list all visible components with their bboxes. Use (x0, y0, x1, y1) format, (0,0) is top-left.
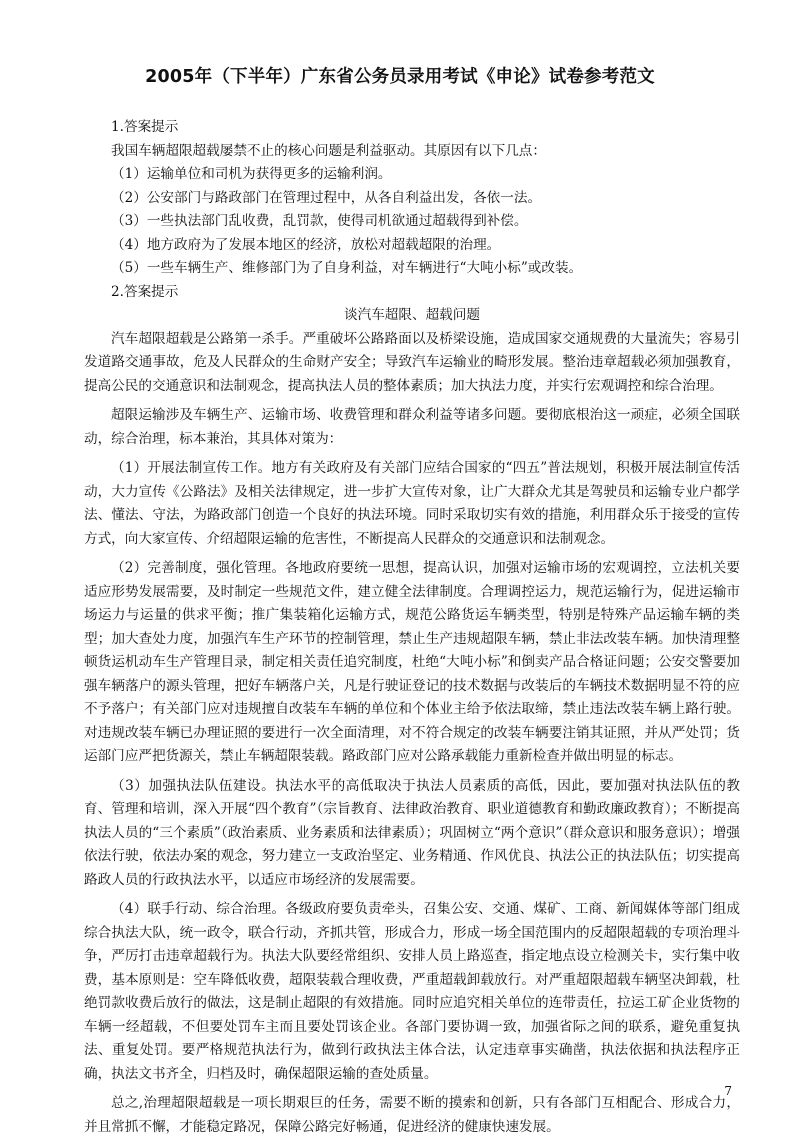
page-number: 7 (724, 1084, 732, 1098)
essay-paragraph: 超限运输涉及车辆生产、运输市场、收费管理和群众利益等诸多问题。要彻底根治这一顽症，必须全国联动，综合治理，标本兼治，其具体对策为： (84, 407, 740, 447)
section1-item: （3）一些执法部门乱收费，乱罚款，使得司机欲通过超载得到补偿。 (111, 213, 528, 229)
section1-heading: 1.答案提示 (111, 119, 179, 135)
essay-conclusion: 总之,治理超限超载是一项长期艰巨的任务，需要不断的摸索和创新，只有各部门互相配合、形成合力，并且常抓不懈，才能稳定路况，保障公路完好畅通，促进经济的健康快速发展。 (84, 1095, 740, 1135)
essay-paragraph: （2）完善制度，强化管理。各地政府要统一思想，提高认识，加强对运输市场的宏观调控，立法机关要适应形势发展需要，及时制定一些规范文件，建立健全法律制度。合理调控运力，规范运输行为，促进运输市场运力与运量的供求平衡；推广集装箱化运输方式，规范公路货运车辆类型，特别是特殊产品运输车辆的类型；加大查处力度，加强汽车生产环节的控制管理，禁止生产违规超限车辆，禁止非法改装车辆。加快清理整顿货运机动车生产管理目录，制定相关责任追究制度，杜绝“大吨小标”和倒卖产品合格证问题；公安交警要加强车辆落户的源头管理，把好车辆落户关，凡是行驶证登记的技术数据与改装后的车辆技术数据明显不符的应不予落户；有关部门应对违规擅自改装车车辆的单位和个体业主给予依法取缔，禁止违法改装车辆上路行驶。对违规改装车辆已办理证照的要进行一次全面清理，对不符合规定的改装车辆要注销其证照，并从严处罚；货运部门应严把货源关，禁止车辆超限装载。路政部门应对公路承载能力重新检查并做出明显的标志。 (84, 560, 740, 764)
section1-intro: 我国车辆超限超载屡禁不止的核心问题是利益驱动。其原因有以下几点： (111, 142, 546, 159)
section1-item: （1）运输单位和司机为获得更多的运输利润。 (111, 166, 392, 182)
essay-paragraph: （4）联手行动、综合治理。各级政府要负责牵头，召集公安、交通、煤矿、工商、新闻媒体等部门组成综合执法大队，统一政令，联合行动，齐抓共管，形成合力，形成一场全国范围内的反超限超载的专项治理斗争，严厉打击违章超载行为。执法大队要经常组织、安排人员上路巡查，指定地点设立检测关卡，实行集中收费，基本原则是：空车降低收费，超限装载合理收费，严重超载卸载放行。对严重超限超载车辆坚决卸载，杜绝罚款收费后放行的做法，这是制止超限的有效措施。同时应追究相关单位的连带责任，拉运工矿企业货物的车辆一经超载，不但要处罚车主而且要处罚该企业。各部门要协调一致，加强省际之间的联系，避免重复执法、重复处罚。要严格规范执法行为，做到行政执法主体合法，认定违章事实确凿，执法依据和执法程序正确，执法文书齐全，归档及时，确保超限运输的查处质量。 (84, 901, 740, 1082)
section1-item: （2）公安部门与路政部门在管理过程中，从各自利益出发，各依一法。 (111, 189, 542, 206)
section2-heading: 2.答案提示 (111, 283, 179, 300)
essay-title: 谈汽车超限、超载问题 (344, 307, 480, 323)
essay-paragraph: （3）加强执法队伍建设。执法水平的高低取决于执法人员素质的高低，因此，要加强对执法队伍的教育、管理和培训，深入开展“四个教育”（宗旨教育、法律政治教育、职业道德教育和勤政廉政教育）；不断提高执法人员的“三个素质”（政治素质、业务素质和法律素质）；巩固树立“两个意识”（群众意识和服务意识）；增强依法行驶，依法办案的观念，努力建立一支政治坚定、业务精通、作风优良、执法公正的执法队伍；切实提高路政人员的行政执法水平，以适应市场经济的发展需要。 (84, 777, 740, 888)
essay-paragraph: （1）开展法制宣传工作。地方有关政府及有关部门应结合国家的“四五”普法规划，积极开展法制宣传活动，大力宣传《公路法》及相关法律规定，进一步扩大宣传对象，让广大群众尤其是驾驶员和运输专业户都学法、懂法、守法，为路政部门创造一个良好的执法环境。同时采取切实有效的措施，利用群众乐于接受的宣传方式，向大家宣传、介绍超限运输的危害性，不断提高人民群众的交通意识和法制观念。 (84, 460, 740, 547)
document-body (84, 116, 740, 1139)
document-title: 2005年（下半年）广东省公务员录用考试《申论》试卷参考范文 (145, 67, 655, 87)
section1-item: （4）地方政府为了发展本地区的经济，放松对超载超限的治理。 (111, 236, 501, 253)
section1-item: （5）一些车辆生产、维修部门为了自身利益，对车辆进行“大吨小标”或改装。 (111, 260, 583, 276)
essay-paragraph: 汽车超限超载是公路第一杀手。严重破坏公路路面以及桥梁设施，造成国家交通规费的大量流失；容易引发道路交通事故，危及人民群众的生命财产安全；导致汽车运输业的畸形发展。整治违章超载必须加强教育，提高公民的交通意识和法制观念，提高执法人员的整体素质；加大执法力度，并实行宏观调控和综合治理。 (84, 330, 740, 394)
